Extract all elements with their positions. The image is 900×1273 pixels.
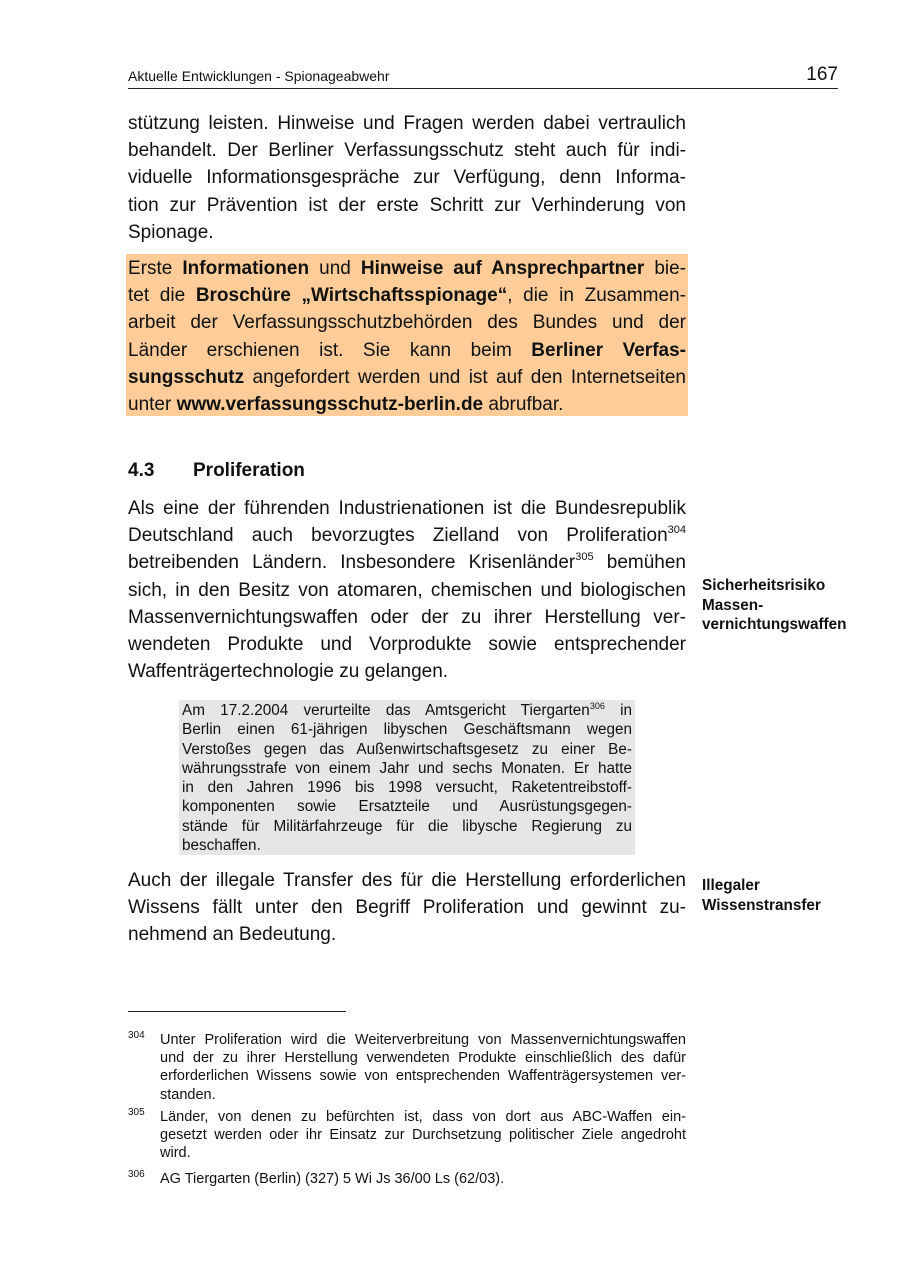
text-line: Am 17.2.2004 verurteilte das Amtsgericht Tiergarten$^{306}$ in — [182, 701, 633, 719]
text-line: Wissens fällt unter den Begriff Proliferation und gewinnt zu- — [128, 897, 686, 919]
footnote-number: 305 — [128, 1107, 145, 1118]
text-line: Als eine der führenden Industrienationen ist die Bundesrepublik — [128, 498, 686, 519]
text-line: tion zur Prävention ist der erste Schritt zur Verhinderung von — [128, 194, 686, 216]
text-line: gesetzt werden oder ihr Einsatz zur Durchsetzung politischer Ziele angedroht — [160, 1127, 686, 1144]
paragraph-knowledge-transfer — [128, 867, 686, 949]
margin-note-knowledge-transfer: Illegaler Wissenstransfer — [702, 877, 821, 914]
section-title: Proliferation — [193, 460, 305, 481]
text-line: AG Tiergarten (Berlin) (327) 5 Wi Js 36/00 Ls (62/03). — [160, 1171, 505, 1187]
paragraph-proliferation — [128, 495, 686, 685]
text-line: behandelt. Der Berliner Verfassungsschutz steht auch für indi- — [128, 140, 686, 162]
page-number: 167 — [806, 64, 838, 85]
case-example-box — [179, 700, 635, 855]
footnote-divider — [128, 1011, 346, 1012]
text-line: unter www.verfassungsschutz-berlin.de abrufbar. — [128, 394, 564, 416]
text-line: Berlin einen 61-jährigen libyschen Geschäftsmann wegen — [182, 721, 632, 739]
text-line: arbeit der Verfassungsschutzbehörden des Bundes und der — [128, 312, 686, 334]
info-highlight-box — [126, 254, 688, 416]
section-number: 4.3 — [128, 460, 155, 481]
section-heading — [128, 460, 305, 482]
footnote-ref-304[interactable]: 304 — [667, 524, 686, 537]
text-line: nehmend an Bedeutung. — [128, 924, 337, 946]
text-line: Auch der illegale Transfer des für die Herstellung erforderlichen — [128, 870, 686, 891]
footnote-ref-306[interactable]: 306 — [589, 701, 605, 711]
paragraph-intro — [128, 110, 686, 246]
text-line: Unter Proliferation wird die Weiterverbreitung von Massenvernichtungswaffen — [160, 1032, 686, 1048]
text-line: stützung leisten. Hinweise und Fragen werden dabei vertraulich — [128, 113, 686, 134]
text-line: sich, in den Besitz von atomaren, chemischen und biologischen — [128, 579, 686, 601]
text-line: Erste Informationen und Hinweise auf Ansprechpartner bie- — [128, 258, 687, 279]
text-line: standen. — [160, 1086, 216, 1103]
text-line: wendeten Produkte und Vorprodukte sowie entsprechender — [128, 634, 686, 656]
text-line: Länder, von denen zu befürchten ist, dass von dort aus ABC-Waffen ein- — [160, 1109, 686, 1125]
margin-note-security-risk: Sicherheitsrisiko Massen- vernichtungswaffen — [702, 577, 847, 633]
text-line: währungsstrafe von einem Jahr und sechs Monaten. Er hatte — [182, 759, 632, 777]
text-line: viduelle Informationsgespräche zur Verfügung, denn Informa- — [128, 167, 686, 189]
page-header — [128, 60, 838, 89]
text-line: tet die Broschüre „Wirtschaftsspionage“, die in Zusammen- — [128, 285, 686, 307]
text-line: Massenvernichtungswaffen oder der zu ihrer Herstellung ver- — [128, 606, 686, 628]
footnote-number: 306 — [128, 1169, 145, 1180]
text-line: Spionage. — [128, 221, 214, 243]
text-line: sungsschutz angefordert werden und ist auf den Internetseiten — [128, 366, 686, 388]
text-line: komponenten sowie Ersatzteile und Ausrüstungsgegen- — [182, 798, 632, 816]
footnote-ref-305[interactable]: 305 — [575, 551, 594, 564]
text-line: wird. — [160, 1145, 191, 1162]
text-line: stände für Militärfahrzeuge für die libysche Regierung zu — [182, 817, 632, 835]
footnote-number: 304 — [128, 1030, 145, 1041]
text-line: Verstoßes gegen das Außenwirtschaftsgesetz zu einer Be- — [182, 740, 632, 758]
website-link[interactable]: www.verfassungsschutz-berlin.de — [176, 394, 484, 416]
text-line: und der zu ihrer Herstellung verwendeten Produkte einschließlich des dafür — [160, 1050, 686, 1067]
text-line: erforderlichen Wissens sowie von entsprechenden Waffenträgersystemen ver- — [160, 1068, 686, 1085]
text-line: Länder erschienen ist. Sie kann beim Berliner Verfas- — [128, 339, 686, 361]
running-header-title: Aktuelle Entwicklungen - Spionageabwehr — [128, 68, 390, 84]
text-line: betreibenden Ländern. Insbesondere Krisenländer$^{305}$ bemühen — [128, 551, 686, 574]
text-line: Deutschland auch bevorzugtes Zielland von Proliferation$^{304}$ — [128, 524, 686, 547]
text-line: Waffenträgertechnologie zu gelangen. — [128, 661, 449, 683]
text-line: beschaffen. — [182, 837, 261, 855]
text-line: in den Jahren 1996 bis 1998 versucht, Raketentreibstoff- — [182, 779, 632, 797]
